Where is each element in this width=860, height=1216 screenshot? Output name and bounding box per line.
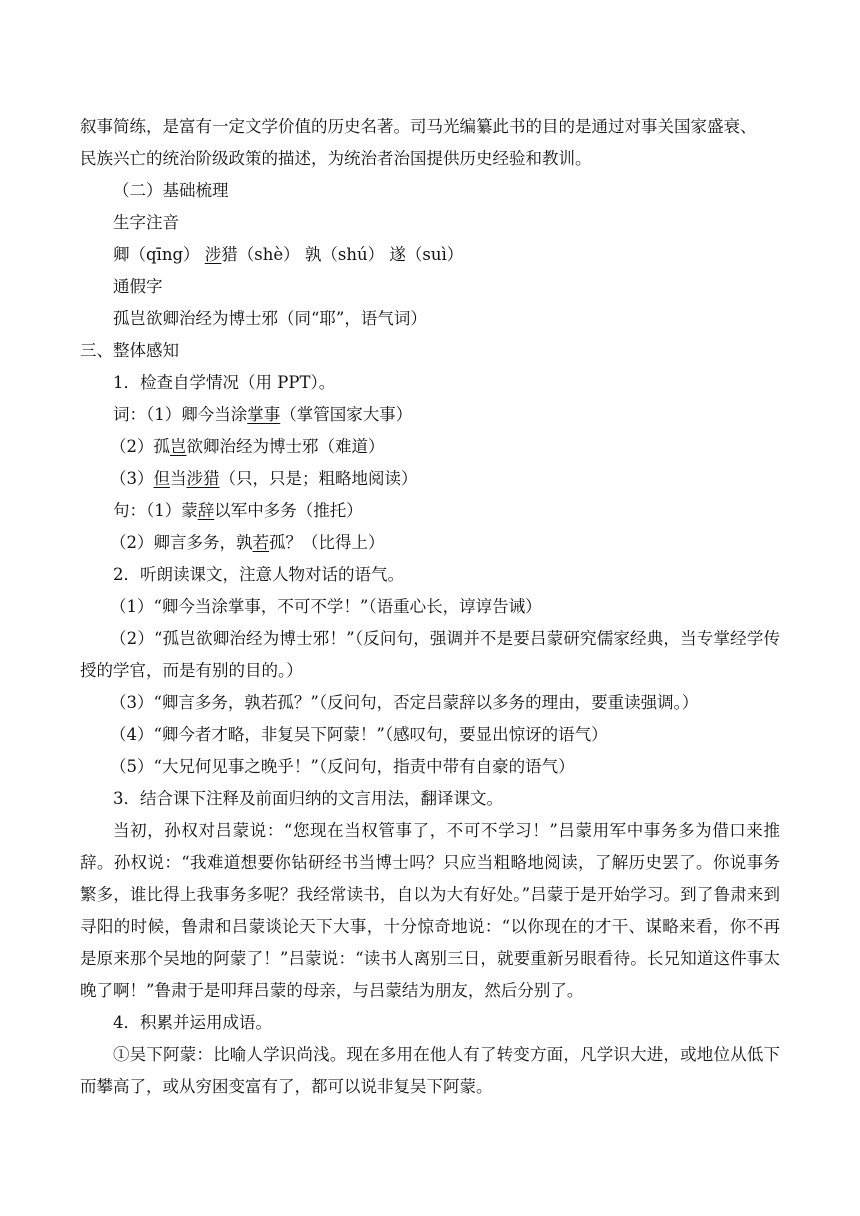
tongjia-item: 孤岂欲卿治经为博士邪（同“耶”，语气词） [113, 309, 427, 328]
tongjia-heading: 通假字 [113, 277, 163, 296]
step-1: 1．检查自学情况（用 PPT）。 [113, 373, 336, 392]
word-3: （3）但当涉猎（只，只是；粗略地阅读） [110, 469, 418, 488]
pinyin-qing: 卿（qīng） [113, 245, 200, 264]
tone-1: （1）“卿今当涂掌事，不可不学！”（语重心长，谆谆告诫） [110, 597, 542, 616]
sentence-2: （2）卿言多务，孰若孤？（比得上） [110, 533, 385, 552]
idiom-1: ①吴下阿蒙：比喻人学识尚浅。现在多用在他人有了转变方面，凡学识大进，或地位从低下而攀高了，或从穷困变富有了，都可以说非复吴下阿蒙。 [80, 1045, 780, 1096]
step-3: 3．结合课下注释及前面归纳的文言用法，翻译课文。 [113, 789, 503, 808]
step-2: 2．听朗读课文，注意人物对话的语气。 [113, 565, 404, 584]
translation-paragraph: 当初，孙权对吕蒙说：“您现在当权管事了，不可不学习！”吕蒙用军中事务多为借口来推辞。孙权说：“我难道想要你钻研经书当博士吗？只应当粗略地阅读，了解历史罢了。你说事务繁多，谁比得上我事务多呢？我经常读书，自以为大有好处。”吕蒙于是开始学习。到了鲁肃来到寻阳的时候，鲁肃和吕蒙谈论天下大事，十分惊奇地说：“以你现在的才干、谋略来看，你不再是原来那个吴地的阿蒙了！”吕蒙说：“读书人离别三日，就要重新另眼看待。长兄知道这件事太晚了啊！”鲁肃于是叩拜吕蒙的母亲，与吕蒙结为朋友，然后分别了。 [80, 821, 780, 1000]
word-2: （2）孤岂欲卿治经为博士邪（难道） [110, 437, 385, 456]
pinyin-heading: 生字注音 [113, 213, 179, 232]
section-basic-heading: （二）基础梳理 [113, 181, 229, 200]
sentence-1: 句：（1）蒙辞以军中多务（推托） [113, 501, 363, 520]
section-three-heading: 三、整体感知 [80, 341, 179, 360]
pinyin-she: 猎（shè） [221, 245, 300, 264]
step-4: 4．积累并运用成语。 [113, 1013, 272, 1032]
document-body [80, 111, 780, 1103]
pinyin-list [80, 239, 780, 271]
tone-4: （4）“卿今者才略，非复吴下阿蒙！”（感叹句，要显出惊讶的语气） [110, 725, 608, 744]
tone-5: （5）“大兄何见事之晚乎！”（反问句，指责中带有自豪的语气） [110, 757, 575, 776]
tone-2: （2）“孤岂欲卿治经为博士邪！”（反问句，强调并不是要吕蒙研究儒家经典，当专掌经学传授的学官，而是有别的目的。） [80, 629, 780, 680]
pinyin-sui: 遂（suì） [384, 245, 464, 264]
tone-3: （3）“卿言多务，孰若孤？”（反问句，否定吕蒙辞以多务的理由，要重读强调。） [110, 693, 699, 712]
pinyin-shu: 孰（shú） [299, 245, 385, 264]
word-1: 词：（1）卿今当涂掌事（掌管国家大事） [113, 405, 413, 424]
pinyin-she-char: 涉 [204, 245, 222, 264]
intro-line-1: 叙事简练，是富有一定文学价值的历史名著。司马光编纂此书的目的是通过对事关国家盛衰、 [80, 117, 757, 136]
intro-line-2: 民族兴亡的统治阶级政策的描述，为统治者治国提供历史经验和教训。 [80, 149, 592, 168]
